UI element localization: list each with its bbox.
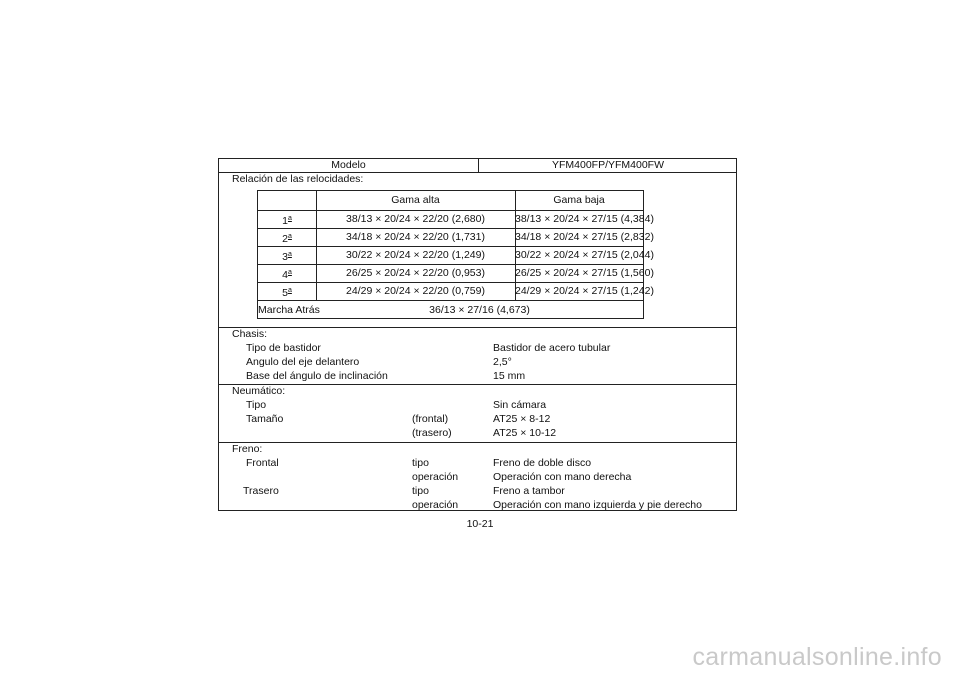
gear-high-ratio: 34/18 × 20/24 × 22/20 (1,731)	[346, 231, 485, 243]
watermark: carmanualsonline.info	[692, 643, 942, 671]
gear-digit: 5	[282, 287, 288, 299]
gear-low-ratio: 24/29 × 20/24 × 27/15 (1,242)	[515, 285, 654, 297]
col-header-high: Gama alta	[391, 194, 440, 206]
brake-rear-op-label: operación	[412, 499, 459, 511]
brake-front-op-value: Operación con mano derecha	[493, 471, 632, 483]
gear-low-ratio: 30/22 × 20/24 × 27/15 (2,044)	[515, 249, 654, 261]
gear-high-ratio: 26/25 × 20/24 × 22/20 (0,953)	[346, 267, 485, 279]
tire-size-label: Tamaño	[246, 413, 284, 425]
tire-front-label: (frontal)	[412, 413, 449, 425]
brake-rear-label: Trasero	[243, 485, 279, 497]
brake-front-type-label: tipo	[412, 457, 429, 469]
chassis-title: Chasis:	[232, 328, 268, 340]
model-value: YFM400FP/YFM400FW	[551, 159, 665, 171]
brake-rear-type-label: tipo	[412, 485, 429, 497]
gear-digit: 1	[282, 215, 288, 227]
spec-table	[218, 158, 737, 511]
section-rule	[219, 442, 736, 443]
brake-rear-type-value: Freno a tambor	[493, 485, 565, 497]
gear-digit: 4	[282, 269, 288, 281]
gear-number	[258, 228, 316, 248]
gear-ordinal: a	[287, 251, 292, 258]
tire-rear-label: (trasero)	[412, 427, 452, 439]
gear-number	[258, 264, 316, 284]
reverse-value: 36/13 × 27/16 (4,673)	[429, 304, 530, 316]
section-rule	[219, 384, 736, 385]
gear-ordinal: a	[287, 215, 292, 222]
gear-number	[258, 246, 316, 266]
gear-high-ratio: 38/13 × 20/24 × 22/20 (2,680)	[346, 213, 485, 225]
gear-number	[258, 282, 316, 302]
frame-value: Bastidor de acero tubular	[493, 342, 611, 354]
trail-label: Base del ángulo de inclinación	[246, 370, 388, 382]
caster-value: 2,5°	[493, 356, 512, 368]
page-number: 10-21	[466, 518, 494, 530]
section-rule	[219, 327, 736, 328]
reverse-label: Marcha Atrás	[258, 304, 320, 316]
tire-rear-value: AT25 × 10-12	[493, 427, 557, 439]
tire-type-value: Sin cámara	[493, 399, 547, 411]
tire-type-label: Tipo	[246, 399, 267, 411]
col-header-low: Gama baja	[553, 194, 605, 206]
gear-ratio-table	[257, 190, 654, 319]
brake-front-label: Frontal	[246, 457, 279, 469]
brake-rear-op-value: Operación con mano izquierda y pie derecho	[493, 499, 702, 511]
brake-front-op-label: operación	[412, 471, 459, 483]
gear-ordinal: a	[287, 233, 292, 240]
trail-value: 15 mm	[493, 370, 526, 382]
tire-front-value: AT25 × 8-12	[493, 413, 551, 425]
model-label: Modelo	[331, 159, 366, 171]
gear-digit: 2	[282, 233, 288, 245]
gear-ordinal: a	[287, 287, 292, 294]
gear-high-ratio: 30/22 × 20/24 × 22/20 (1,249)	[346, 249, 485, 261]
gear-digit: 3	[282, 251, 288, 263]
tires-title: Neumático:	[232, 385, 286, 397]
caster-label: Angulo del eje delantero	[246, 356, 360, 368]
gear-low-ratio: 38/13 × 20/24 × 27/15 (4,384)	[515, 213, 654, 225]
gear-ratio-title: Relación de las relocidades:	[232, 173, 364, 185]
frame-label: Tipo de bastidor	[246, 342, 321, 354]
gear-number	[258, 210, 316, 230]
gear-ordinal: a	[287, 269, 292, 276]
brake-front-type-value: Freno de doble disco	[493, 457, 592, 469]
gear-low-ratio: 34/18 × 20/24 × 27/15 (2,832)	[515, 231, 654, 243]
brakes-title: Freno:	[232, 443, 263, 455]
gear-low-ratio: 26/25 × 20/24 × 27/15 (1,560)	[515, 267, 654, 279]
gear-high-ratio: 24/29 × 20/24 × 22/20 (0,759)	[346, 285, 485, 297]
